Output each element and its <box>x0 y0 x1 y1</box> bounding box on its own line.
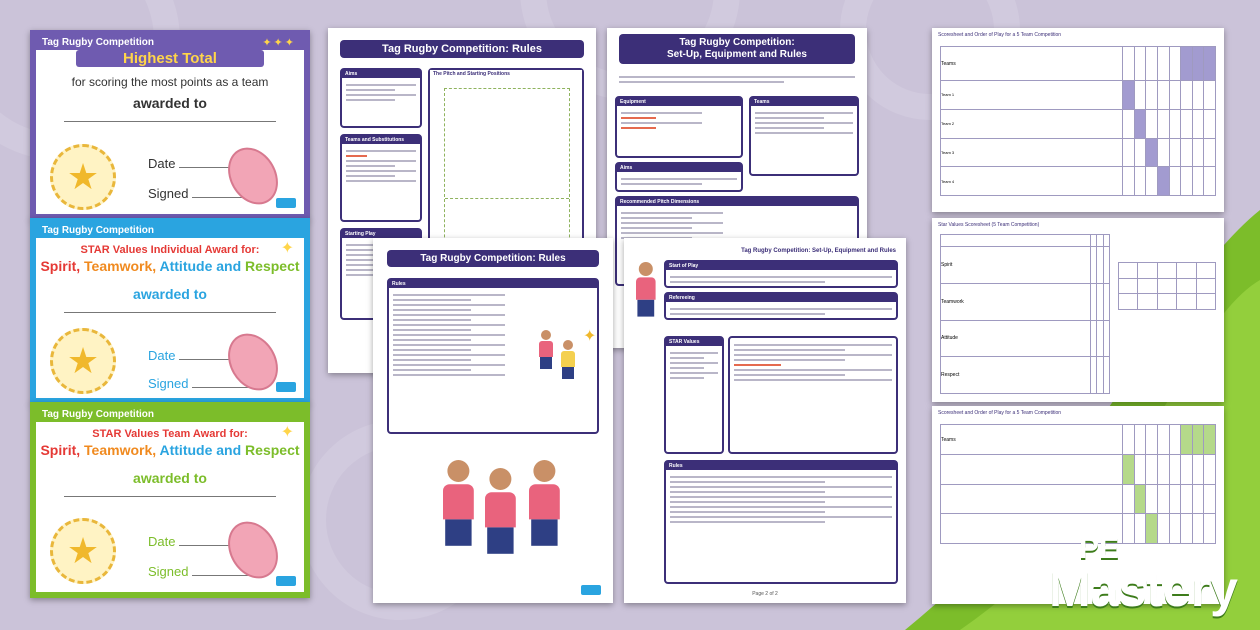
block-heading: Start of Play <box>666 262 896 270</box>
score-grid <box>940 424 1216 544</box>
scoresheet-top <box>932 28 1224 212</box>
stars-icon: ✦✦✦ <box>262 37 296 49</box>
star-icon: ✦ <box>280 424 296 441</box>
certificate-header: Tag Rugby Competition <box>36 36 304 50</box>
block-heading: Refereeing <box>666 294 896 302</box>
sheet-title: Tag Rugby Competition: Rules <box>340 40 584 58</box>
awarded-to-label: awarded to <box>133 95 207 111</box>
award-type: STAR Values Team Award for: <box>92 428 248 440</box>
start-of-play-block <box>664 260 898 288</box>
sheet-title: Tag Rugby Competition: Rules <box>387 250 599 267</box>
signed-label: Signed <box>148 564 189 579</box>
certificate-header: Tag Rugby Competition <box>36 408 304 422</box>
refereeing-block <box>664 292 898 320</box>
value-respect: Respect <box>245 442 300 458</box>
value-respect: Respect <box>245 258 300 274</box>
grid-row-label[interactable]: Team 2 <box>941 109 1123 138</box>
award-type: STAR Values Individual Award for: <box>80 244 260 256</box>
pe-mastery-logo <box>1049 532 1238 617</box>
logo-pe: PE <box>1079 532 1120 565</box>
block-heading: Starting Play <box>342 230 420 238</box>
block-heading: Rules <box>666 462 896 470</box>
grid-header-cell: Teams <box>941 47 1123 81</box>
grid-row-label[interactable]: Team 4 <box>941 167 1123 196</box>
page-number: Page 2 of 2 <box>752 591 778 597</box>
team-tally-grid <box>1118 262 1216 310</box>
certificate-star-individual <box>30 218 310 404</box>
block-heading: Recommended Pitch Dimensions <box>617 198 857 206</box>
rules-block <box>387 278 599 434</box>
star-values-title <box>36 442 304 458</box>
star-seal-icon: ★ <box>50 518 116 584</box>
grid-row-label[interactable]: Spirit <box>941 247 1091 284</box>
signed-label: Signed <box>148 186 189 201</box>
sheet-title-line2: Set-Up, Equipment and Rules <box>666 49 807 60</box>
certificate-star-team <box>30 402 310 598</box>
setup-sheet-front <box>624 238 906 603</box>
differentiation-block <box>728 336 898 454</box>
aims-block <box>340 68 422 128</box>
certificate-title: Highest Total <box>76 50 264 67</box>
certificate-subtitle: for scoring the most points as a team <box>71 75 269 89</box>
player-figure <box>561 340 575 380</box>
grid-header-cell: Teams <box>941 425 1123 455</box>
block-heading: Aims <box>617 164 741 172</box>
twinkl-badge-icon <box>276 198 296 208</box>
sheet-title <box>619 34 855 64</box>
rules-sheet-front <box>373 238 613 603</box>
grid-row-label[interactable]: Team 1 <box>941 81 1123 110</box>
teams-block <box>749 96 859 176</box>
teams-block <box>340 134 422 222</box>
star-values-block <box>664 336 724 454</box>
rules-block <box>664 460 898 584</box>
player-figure <box>443 460 474 548</box>
twinkl-badge-icon <box>276 576 296 586</box>
grid-row-label[interactable]: Team 3 <box>941 138 1123 167</box>
value-attitude: Attitude and <box>159 258 246 274</box>
scoresheet-title: Scoresheet and Order of Play for a 5 Team Competition <box>938 410 1062 416</box>
grid-row-label[interactable]: Attitude <box>941 320 1091 357</box>
block-heading: The Pitch and Starting Positions <box>430 70 582 78</box>
awarded-to-label: awarded to <box>133 286 207 302</box>
block-heading: Teams <box>751 98 857 106</box>
player-figure <box>636 262 656 318</box>
value-teamwork: Teamwork, <box>84 442 160 458</box>
block-heading: Rules <box>389 280 597 288</box>
grid-row-label[interactable]: Respect <box>941 357 1091 394</box>
certificate-highest-total <box>30 30 310 220</box>
player-figure <box>529 460 560 548</box>
awarded-to-label: awarded to <box>133 470 207 486</box>
twinkl-badge-icon <box>276 382 296 392</box>
star-grid <box>940 234 1110 394</box>
star-icon: ✦ <box>280 240 296 257</box>
score-grid <box>940 46 1216 196</box>
logo-mastery: Mastery <box>1049 561 1238 617</box>
star-seal-icon: ★ <box>50 328 116 394</box>
value-attitude: Attitude and <box>159 442 246 458</box>
value-spirit: Spirit, <box>40 258 85 274</box>
twinkl-badge-icon <box>581 585 601 595</box>
block-heading: Teams and Substitutions <box>342 136 420 144</box>
scoresheet-title: Scoresheet and Order of Play for a 5 Team Competition <box>938 32 1062 38</box>
star-values-title <box>36 258 304 274</box>
date-label: Date <box>148 534 176 549</box>
scoresheet-title: Star Values Scoresheet (5 Team Competition) <box>938 222 1040 228</box>
certificate-header: Tag Rugby Competition <box>36 224 304 238</box>
value-teamwork: Teamwork, <box>84 258 160 274</box>
sheet-title: Tag Rugby Competition: Set-Up, Equipment and Rules <box>741 248 896 254</box>
signed-label: Signed <box>148 376 189 391</box>
block-heading: Equipment <box>617 98 741 106</box>
player-figure <box>485 468 516 556</box>
date-label: Date <box>148 348 176 363</box>
date-label: Date <box>148 156 176 171</box>
grid-row-label[interactable]: Teamwork <box>941 283 1091 320</box>
value-spirit: Spirit, <box>40 442 85 458</box>
name-line <box>64 496 276 497</box>
block-heading: Aims <box>342 70 420 78</box>
name-line <box>64 121 276 122</box>
star-seal-icon: ★ <box>50 144 116 210</box>
player-figure <box>539 330 553 370</box>
equipment-block <box>615 96 743 158</box>
aims-block <box>615 162 743 192</box>
sheet-title-line1: Tag Rugby Competition: <box>679 37 795 48</box>
star-values-scoresheet <box>932 218 1224 402</box>
name-line <box>64 312 276 313</box>
star-icon: ✦ <box>583 328 597 345</box>
block-heading: STAR Values <box>666 338 722 346</box>
